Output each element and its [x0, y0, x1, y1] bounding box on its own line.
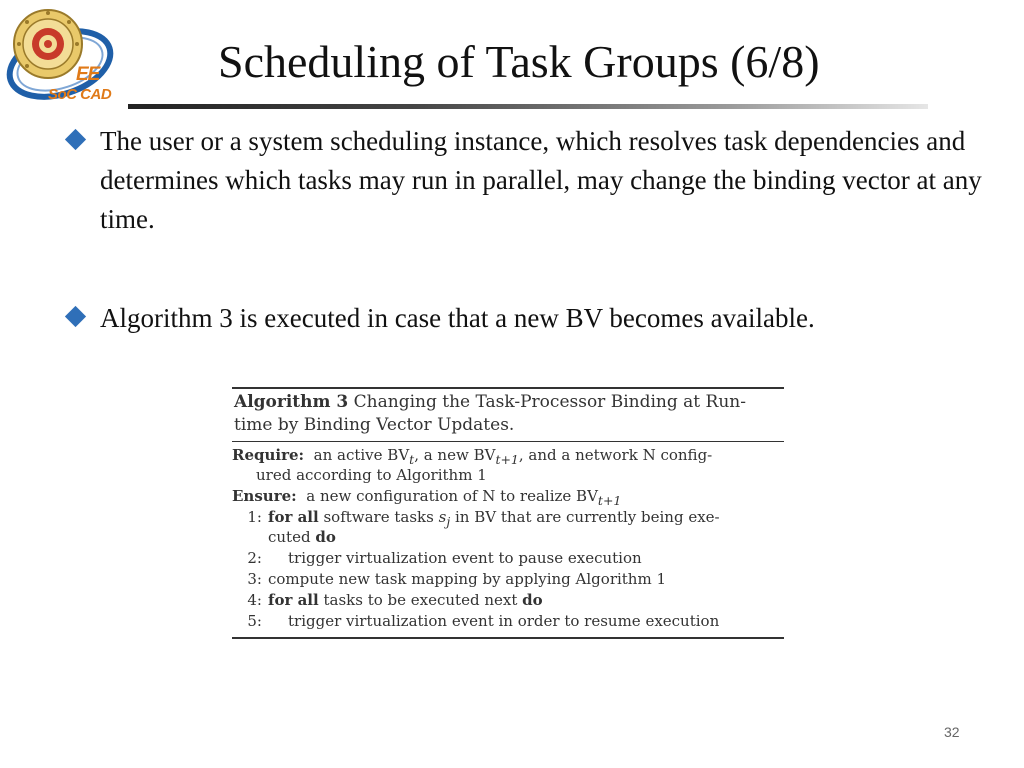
step-keyword-do: do [522, 591, 543, 609]
ensure-subscript: t+1 [597, 493, 622, 508]
logo-ee-text: EE [76, 64, 100, 85]
require-keyword: Require: [232, 446, 305, 464]
require-text-mid: , a new BV [414, 446, 496, 464]
ensure-text: a new configuration of N to realize BV [306, 487, 598, 505]
step-number: 2: [247, 549, 262, 567]
require-subscript-t1: t+1 [495, 452, 519, 467]
step-number: 5: [247, 612, 262, 630]
algorithm-label: Algorithm 3 [234, 392, 349, 412]
page-number: 32 [944, 724, 960, 740]
bullet-list [60, 122, 1010, 338]
step-keyword: for all [268, 508, 319, 526]
algorithm-step-5 [232, 611, 784, 631]
step-math-subscript: j [446, 514, 451, 529]
step-number: 4: [247, 591, 262, 609]
algorithm-caption-line1: Changing the Task-Processor Binding at Run- [353, 392, 746, 412]
step-text: software tasks [318, 508, 439, 526]
diamond-bullet-icon [65, 129, 86, 150]
step-text-continued: in BV that are currently being exe- [450, 508, 720, 526]
ensure-keyword: Ensure: [232, 487, 297, 505]
algorithm-step-2 [232, 548, 784, 568]
diamond-bullet-icon [65, 306, 86, 327]
require-subscript-t: t [409, 452, 415, 467]
step-text: tasks to be executed next [318, 591, 523, 609]
algorithm-bottom-rule [232, 637, 784, 639]
title-underline [128, 104, 928, 109]
algorithm-caption-line2: time by Binding Vector Updates. [234, 415, 515, 435]
step-text: cuted [268, 528, 316, 546]
bullet-text: The user or a system scheduling instance, which resolves task dependencies and determines which tasks may run in parallel, may change the binding vector at any time. [100, 126, 982, 234]
step-text: compute new task mapping by applying Algorithm 1 [268, 570, 667, 588]
logo-soc-cad-text: SoC CAD [48, 86, 112, 103]
algorithm-step-3 [232, 569, 784, 589]
require-text: an active BV [313, 446, 410, 464]
university-logo [2, 6, 122, 106]
bullet-item-algorithm-3 [60, 299, 1010, 338]
algorithm-step-1-continued [268, 527, 820, 547]
algorithm-step-4 [232, 590, 784, 610]
slide-title: Scheduling of Task Groups (6/8) [218, 36, 820, 87]
bullet-text: Algorithm 3 is executed in case that a new BV becomes available. [100, 303, 815, 333]
algorithm-caption [234, 391, 782, 437]
step-keyword: for all [268, 591, 319, 609]
algorithm-figure [232, 387, 784, 639]
step-number: 3: [247, 570, 262, 588]
bullet-item-binding-vector [60, 122, 1010, 239]
step-text: trigger virtualization event to pause execution [288, 549, 642, 567]
require-text-end: , and a network N config- [518, 446, 713, 464]
algorithm-top-rule [232, 387, 784, 389]
algorithm-middle-rule [232, 441, 784, 442]
step-keyword-do: do [315, 528, 336, 546]
step-math: s [438, 508, 447, 526]
step-text: trigger virtualization event in order to resume execution [288, 612, 720, 630]
algorithm-require-line2: ured according to Algorithm 1 [256, 466, 487, 484]
step-number: 1: [247, 508, 262, 526]
